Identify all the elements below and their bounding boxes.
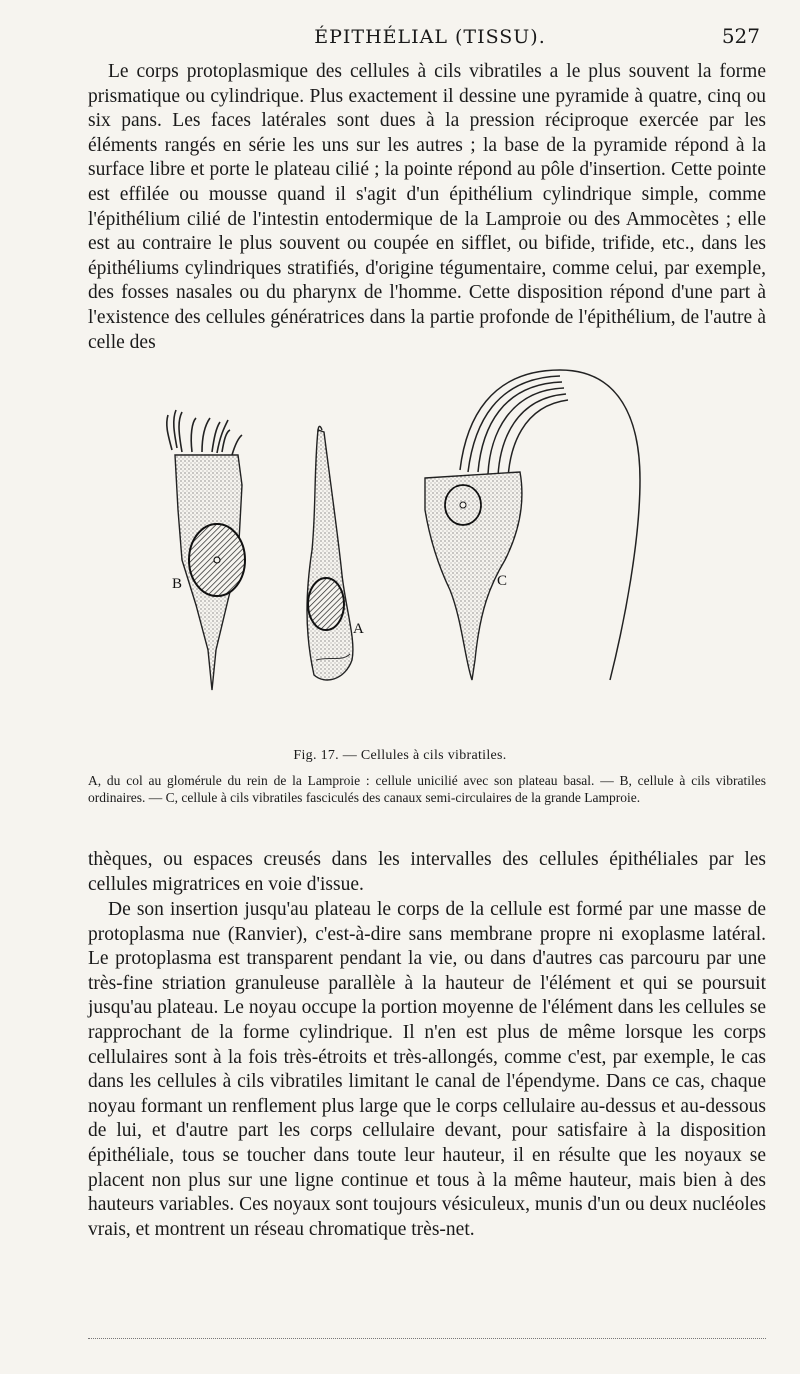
cell-a-drawing bbox=[307, 426, 353, 680]
paragraph-3: De son insertion jusqu'au plateau le corps de la cellule est formé par une masse de protoplasma nue (Ranvier), c'est-à-dire sans membrane propre ni exoplasme latéral. Le protoplasma est transparent pendant la vie, ou dans d'autres cas parcouru par une très-fine striation granuleuse parallèle à la hauteur de l'élément et qui se poursuit jusqu'au plateau. Le noyau occupe la portion moyenne de l'élément dans les cellules se rapprochant de la forme cylindrique. Il n'en est plus de même lorsque les corps cellulaires sont à la fois très-étroits et très-allongés, comme c'est, par exemple, le cas dans les cellules à cils vibratiles limitant le canal de l'épendyme. Dans ce cas, chaque noyau formant un renflement plus large que le corps cellulaire au-dessus et au-dessous de lui, et d'autre part les corps cellulaire devant, pour satisfaire à la disposition épithéliale, tous se toucher dans toute leur hauteur, il en résulte que les noyaux se placent non plus sur une ligne continue et tous à la même hauteur, mais bien à des hauteurs variables. Ces noyaux sont toujours vésiculeux, munis d'un ou deux nucléoles vrais, et montrent un réseau chromatique très-net. bbox=[88, 899, 766, 1240]
footer-rule bbox=[88, 1338, 766, 1339]
cell-drawings bbox=[120, 360, 720, 730]
label-a: A bbox=[353, 621, 364, 637]
page-header bbox=[100, 24, 760, 56]
figure-caption: A, du col au glomérule du rein de la Lamproie : cellule unicilié avec son plateau basal. — B, cellule à cils vibratiles ordinaires. — C, cellule à cils vibratiles fasciculés des canaux semi-circulaires de la grande Lamproie. bbox=[88, 773, 766, 805]
paragraph-2: thèques, ou espaces creusés dans les intervalles des cellules épithéliales par les cellules migratrices en voie d'issue. bbox=[88, 849, 766, 895]
figure-17-illustration bbox=[120, 360, 720, 730]
figure-title: Fig. 17. — Cellules à cils vibratiles. bbox=[293, 748, 507, 763]
cell-c-drawing bbox=[425, 370, 640, 680]
page-number: 527 bbox=[721, 24, 760, 48]
running-title: ÉPITHÉLIAL (TISSU). bbox=[314, 26, 546, 48]
paragraph-1: Le corps protoplasmique des cellules à cils vibratiles a le plus souvent la forme prismatique ou cylindrique. Plus exactement il dessine une pyramide à quatre, cinq ou six pans. Les faces latérales sont dues à la pression réciproque exercée par les éléments rangés en série les uns sur les autres ; la base de la pyramide répond à la surface libre et porte le plateau cilié ; la pointe répond au pôle d'insertion. Cette pointe est effilée ou mousse quand il s'agit d'un épithélium cylindrique simple, comme l'épithélium cilié de l'intestin entodermique de la Lamproie ou des Ammocètes ; elle est au contraire le plus souvent ou coupée en sifflet, ou bifide, trifide, etc., dans les épithéliums cylindriques stratifiés, d'origine tégumentaire, comme celui, par exemple, des fosses nasales ou du pharynx de l'homme. Cette disposition répond d'une part à l'existence des cellules génératrices dans la partie profonde de l'épithélium, de l'autre à celle des bbox=[88, 61, 766, 353]
label-b: B bbox=[172, 576, 183, 592]
cell-b-drawing bbox=[167, 410, 245, 690]
label-c: C bbox=[497, 573, 508, 589]
